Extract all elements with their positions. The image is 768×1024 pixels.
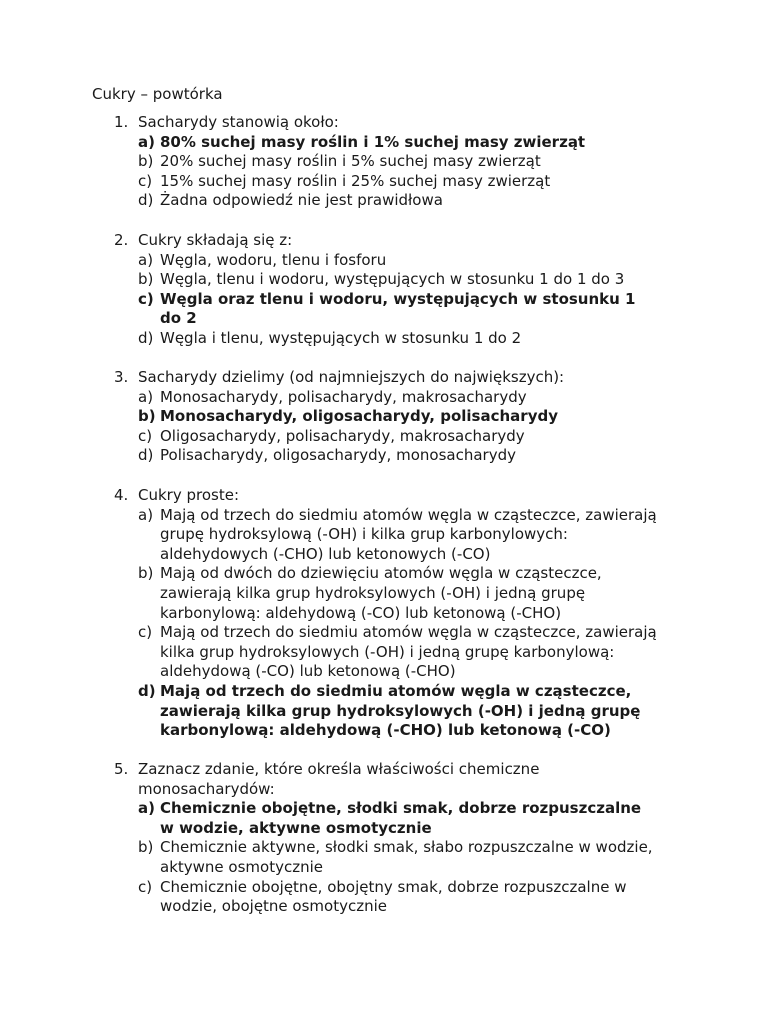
question-text: Cukry składają się z: <box>138 231 293 249</box>
option-c-continued <box>0 897 768 917</box>
option-label: d) <box>138 681 156 700</box>
option-text: aldehydowych (-CHO) lub ketonowych (-CO) <box>160 544 491 563</box>
option-c <box>0 623 768 643</box>
option-label: a) <box>138 250 154 269</box>
option-c-continued <box>0 309 768 329</box>
option-a-continued <box>0 819 768 839</box>
option-d <box>0 191 768 211</box>
question-5 <box>0 760 768 917</box>
question-text-continued <box>0 780 768 800</box>
option-b <box>0 838 768 858</box>
question-2 <box>0 231 768 349</box>
question-number: 4. <box>114 486 129 504</box>
option-label: b) <box>138 564 154 583</box>
option-label: c) <box>138 289 154 308</box>
option-a <box>0 799 768 819</box>
option-label: d) <box>138 328 154 347</box>
option-b-continued <box>0 858 768 878</box>
option-text: Chemicznie obojętne, słodki smak, dobrze rozpuszczalne <box>160 799 642 818</box>
option-text: Chemicznie aktywne, słodki smak, słabo rozpuszczalne w wodzie, <box>160 838 653 857</box>
option-text: Węgla i tlenu, występujących w stosunku 1 do 2 <box>160 328 522 347</box>
option-label: a) <box>138 132 155 151</box>
option-label: a) <box>138 387 154 406</box>
option-text: karbonylową: aldehydową (-CHO) lub ketonową (-CO) <box>160 721 611 740</box>
option-a <box>0 251 768 271</box>
option-text: Monosacharydy, polisacharydy, makrosacharydy <box>160 387 527 406</box>
option-text: zawierają kilka grup hydroksylowych (-OH) i jedną grupę <box>160 701 641 720</box>
option-a <box>0 388 768 408</box>
question-text: Zaznacz zdanie, które określa właściwości chemiczne <box>138 760 540 778</box>
option-text: Monosacharydy, oligosacharydy, polisacharydy <box>160 407 558 426</box>
question-number: 2. <box>114 231 129 249</box>
option-d <box>0 446 768 466</box>
option-text: Węgla oraz tlenu i wodoru, występujących w stosunku 1 <box>160 289 636 308</box>
option-b <box>0 564 768 584</box>
option-label: b) <box>138 407 156 426</box>
option-d-continued <box>0 721 768 741</box>
option-label: d) <box>138 446 154 465</box>
option-text: Mają od dwóch do dziewięciu atomów węgla w cząsteczce, <box>160 564 602 583</box>
option-d <box>0 682 768 702</box>
option-text: Oligosacharydy, polisacharydy, makrosacharydy <box>160 426 525 445</box>
option-label: c) <box>138 877 153 896</box>
option-text: Mają od trzech do siedmiu atomów węgla w cząsteczce, zawierają <box>160 505 657 524</box>
option-label: a) <box>138 799 155 818</box>
question-number: 5. <box>114 760 129 778</box>
option-text: Polisacharydy, oligosacharydy, monosacharydy <box>160 446 516 465</box>
question-number: 1. <box>114 113 129 131</box>
option-c <box>0 427 768 447</box>
option-text: kilka grup hydroksylowych (-OH) i jedną grupę karbonylową: <box>160 642 615 661</box>
option-label: c) <box>138 623 153 642</box>
option-label: b) <box>138 838 154 857</box>
option-text: Chemicznie obojętne, obojętny smak, dobrze rozpuszczalne w <box>160 877 627 896</box>
option-b <box>0 152 768 172</box>
option-text: w wodzie, aktywne osmotycznie <box>160 818 432 837</box>
document-title: Cukry – powtórka <box>92 85 223 103</box>
option-label: a) <box>138 505 154 524</box>
option-text: 80% suchej masy roślin i 1% suchej masy zwierząt <box>160 132 586 151</box>
option-text: grupę hydroksylową (-OH) i kilka grup karbonylowych: <box>160 525 568 544</box>
option-text: karbonylową: aldehydową (-CO) lub ketonową (-CHO) <box>160 603 562 622</box>
option-a <box>0 133 768 153</box>
option-text: wodzie, obojętne osmotycznie <box>160 897 387 916</box>
option-a <box>0 506 768 526</box>
option-b-continued <box>0 584 768 604</box>
option-c-continued <box>0 662 768 682</box>
option-text: Mają od trzech do siedmiu atomów węgla w cząsteczce, <box>160 681 632 700</box>
option-label: c) <box>138 426 153 445</box>
question-3 <box>0 368 768 466</box>
option-label: c) <box>138 171 153 190</box>
option-a-continued <box>0 545 768 565</box>
option-label: d) <box>138 191 154 210</box>
option-c <box>0 290 768 310</box>
option-d <box>0 329 768 349</box>
option-label: b) <box>138 270 154 289</box>
question-1 <box>0 113 768 211</box>
question-text: Sacharydy stanowią około: <box>138 113 339 131</box>
option-b <box>0 407 768 427</box>
question-text: Cukry proste: <box>138 486 239 504</box>
option-text: 20% suchej masy roślin i 5% suchej masy zwierząt <box>160 152 541 171</box>
option-c <box>0 172 768 192</box>
option-b <box>0 270 768 290</box>
option-text: aktywne osmotycznie <box>160 857 323 876</box>
question-text: Sacharydy dzielimy (od najmniejszych do największych): <box>138 368 565 386</box>
option-label: b) <box>138 152 154 171</box>
option-c <box>0 878 768 898</box>
question-number: 3. <box>114 368 129 386</box>
option-text: Węgla, tlenu i wodoru, występujących w stosunku 1 do 1 do 3 <box>160 270 625 289</box>
option-text: aldehydową (-CO) lub ketonową (-CHO) <box>160 662 456 681</box>
option-text: Żadna odpowiedź nie jest prawidłowa <box>160 191 443 210</box>
option-a-continued <box>0 525 768 545</box>
option-c-continued <box>0 643 768 663</box>
question-4 <box>0 486 768 741</box>
option-text: 15% suchej masy roślin i 25% suchej masy zwierząt <box>160 171 551 190</box>
option-text: zawierają kilka grup hydroksylowych (-OH) i jedną grupę <box>160 583 586 602</box>
option-b-continued <box>0 604 768 624</box>
option-text: do 2 <box>160 309 197 328</box>
question-text: monosacharydów: <box>138 779 275 798</box>
option-text: Mają od trzech do siedmiu atomów węgla w cząsteczce, zawierają <box>160 623 657 642</box>
option-d-continued <box>0 702 768 722</box>
option-text: Węgla, wodoru, tlenu i fosforu <box>160 250 387 269</box>
